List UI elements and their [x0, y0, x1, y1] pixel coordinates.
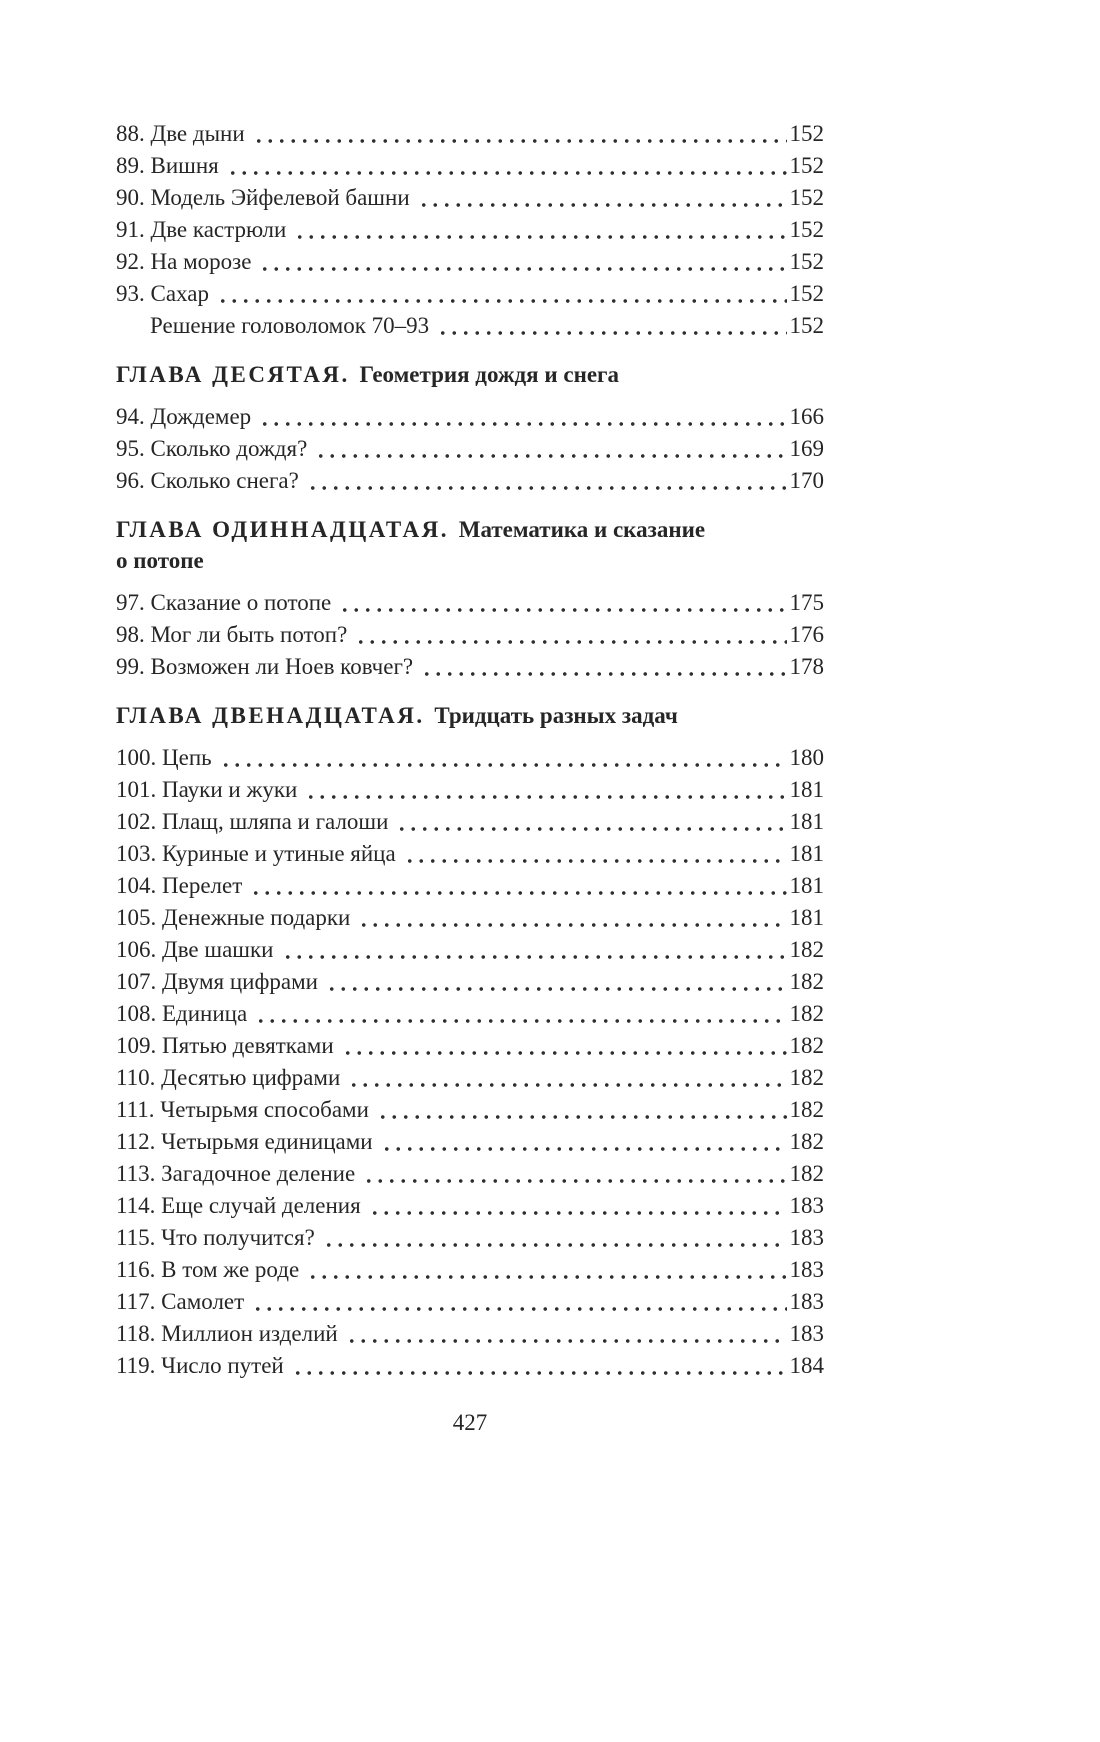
dot-leader	[355, 619, 786, 651]
entry-title: 104. Перелет	[116, 873, 243, 898]
entry-title: 114. Еще случай деления	[116, 1193, 361, 1218]
dot-leader	[292, 1350, 787, 1382]
toc-entry	[116, 1318, 824, 1350]
toc-entries	[116, 742, 824, 1382]
entry-page: 182	[789, 1033, 824, 1058]
entry-title: Решение головоломок 70–93	[150, 313, 430, 338]
entry-title: 106. Две шашки	[116, 937, 274, 962]
entry-page: 182	[789, 1097, 824, 1122]
toc-entries	[116, 401, 824, 497]
entry-title: 103. Куриные и утиные яйца	[116, 841, 396, 866]
toc-section	[116, 118, 824, 342]
entry-title: 102. Плащ, шляпа и галоши	[116, 809, 389, 834]
entry-page: 181	[789, 809, 824, 834]
entry-title: 96. Сколько снега?	[116, 468, 299, 493]
dot-leader	[369, 1190, 787, 1222]
entry-title: 118. Миллион изделий	[116, 1321, 338, 1346]
toc-entry	[116, 966, 824, 998]
chapter-heading	[116, 514, 736, 576]
chapter-heading	[116, 700, 736, 731]
dot-leader	[307, 1254, 786, 1286]
entry-page: 183	[789, 1257, 824, 1282]
entry-page: 152	[789, 281, 824, 306]
toc-entry	[116, 214, 824, 246]
dot-leader	[342, 1030, 787, 1062]
entry-page: 170	[789, 468, 824, 493]
entry-title: 98. Мог ли быть потоп?	[116, 622, 348, 647]
toc-section	[116, 514, 824, 683]
entry-page: 175	[789, 590, 824, 615]
chapter-title: Тридцать разных задач	[428, 703, 678, 728]
entry-page: 152	[789, 217, 824, 242]
entry-title: 111. Четырьмя способами	[116, 1097, 369, 1122]
toc-entry	[116, 278, 824, 310]
dot-leader	[404, 838, 787, 870]
entry-title: 99. Возможен ли Ноев ковчег?	[116, 654, 414, 679]
dot-leader	[294, 214, 786, 246]
entry-page: 181	[789, 873, 824, 898]
toc-entry	[116, 838, 824, 870]
entry-title: 93. Сахар	[116, 281, 209, 306]
toc-entry	[116, 934, 824, 966]
entry-title: 94. Дождемер	[116, 404, 252, 429]
dot-leader	[363, 1158, 786, 1190]
page-number: 427	[452, 1410, 488, 1435]
toc-entry	[116, 870, 824, 902]
toc-entry	[116, 1094, 824, 1126]
dot-leader	[307, 465, 787, 497]
entry-title: 107. Двумя цифрами	[116, 969, 318, 994]
dot-leader	[252, 1286, 786, 1318]
entry-title: 90. Модель Эйфелевой башни	[116, 185, 410, 210]
toc-entry	[116, 465, 824, 497]
entry-page: 182	[789, 937, 824, 962]
dot-leader	[250, 870, 786, 902]
entry-page: 169	[789, 436, 824, 461]
entry-page: 183	[789, 1289, 824, 1314]
entry-title: 97. Сказание о потопе	[116, 590, 332, 615]
entry-title: 117. Самолет	[116, 1289, 245, 1314]
entry-page: 182	[789, 1001, 824, 1026]
toc-section	[116, 359, 824, 497]
chapter-label: ГЛАВА ДЕСЯТАЯ.	[116, 362, 350, 387]
toc-entry	[116, 742, 824, 774]
entry-title: 115. Что получится?	[116, 1225, 315, 1250]
chapter-title: Математика и сказание о потопе	[116, 517, 706, 573]
chapter-label: ГЛАВА ДВЕНАДЦАТАЯ.	[116, 703, 425, 728]
toc	[116, 118, 824, 1382]
entry-page: 184	[789, 1353, 824, 1378]
entry-title: 91. Две кастрюли	[116, 217, 287, 242]
toc-entry	[116, 1158, 824, 1190]
dot-leader	[418, 182, 787, 214]
entry-page: 183	[789, 1193, 824, 1218]
entry-title: 92. На морозе	[116, 249, 252, 274]
dot-leader	[305, 774, 786, 806]
toc-entry	[116, 1222, 824, 1254]
dot-leader	[259, 246, 786, 278]
dot-leader	[396, 806, 786, 838]
entry-title: 119. Число путей	[116, 1353, 284, 1378]
dot-leader	[339, 587, 786, 619]
entry-page: 178	[789, 654, 824, 679]
entry-title: 116. В том же роде	[116, 1257, 300, 1282]
dot-leader	[315, 433, 786, 465]
dot-leader	[253, 118, 787, 150]
dot-leader	[323, 1222, 787, 1254]
entry-page: 182	[789, 1065, 824, 1090]
entry-page: 183	[789, 1225, 824, 1250]
chapter-title: Геометрия дождя и снега	[353, 362, 619, 387]
toc-section	[116, 700, 824, 1382]
toc-entry	[116, 246, 824, 278]
entry-title: 95. Сколько дождя?	[116, 436, 308, 461]
entry-page: 182	[789, 1129, 824, 1154]
toc-entries	[116, 118, 824, 342]
dot-leader	[377, 1094, 787, 1126]
entry-page: 176	[789, 622, 824, 647]
entry-page: 181	[789, 777, 824, 802]
toc-entry	[116, 587, 824, 619]
dot-leader	[227, 150, 787, 182]
dot-leader	[346, 1318, 787, 1350]
entry-title: 105. Денежные подарки	[116, 905, 351, 930]
entry-title: 113. Загадочное деление	[116, 1161, 356, 1186]
dot-leader	[217, 278, 787, 310]
toc-entry	[116, 182, 824, 214]
toc-entry	[116, 774, 824, 806]
entry-page: 181	[789, 905, 824, 930]
dot-leader	[282, 934, 787, 966]
toc-entry	[116, 1030, 824, 1062]
dot-leader	[437, 310, 786, 342]
entry-page: 152	[789, 249, 824, 274]
entry-title: 110. Десятью цифрами	[116, 1065, 341, 1090]
entry-title: 112. Четырьмя единицами	[116, 1129, 373, 1154]
toc-entry	[116, 1254, 824, 1286]
toc-entry	[116, 150, 824, 182]
chapter-label: ГЛАВА ОДИННАДЦАТАЯ.	[116, 517, 449, 542]
dot-leader	[358, 902, 786, 934]
dot-leader	[421, 651, 786, 683]
toc-entries	[116, 587, 824, 683]
toc-entry	[116, 902, 824, 934]
entry-page: 166	[789, 404, 824, 429]
entry-page: 183	[789, 1321, 824, 1346]
entry-page: 182	[789, 1161, 824, 1186]
dot-leader	[381, 1126, 787, 1158]
entry-page: 181	[789, 841, 824, 866]
toc-entry	[116, 401, 824, 433]
entry-title: 100. Цепь	[116, 745, 212, 770]
dot-leader	[259, 401, 786, 433]
toc-entry	[116, 433, 824, 465]
toc-entry	[116, 806, 824, 838]
dot-leader	[255, 998, 786, 1030]
entry-title: 89. Вишня	[116, 153, 219, 178]
toc-entry	[116, 1286, 824, 1318]
chapter-heading	[116, 359, 736, 390]
entry-title: 101. Пауки и жуки	[116, 777, 298, 802]
dot-leader	[220, 742, 787, 774]
toc-entry	[116, 1062, 824, 1094]
toc-entry	[116, 118, 824, 150]
entry-page: 152	[789, 153, 824, 178]
entry-title: 109. Пятью девятками	[116, 1033, 334, 1058]
toc-entry	[116, 998, 824, 1030]
dot-leader	[348, 1062, 786, 1094]
entry-page: 182	[789, 969, 824, 994]
entry-page: 152	[789, 185, 824, 210]
toc-entry	[116, 310, 824, 342]
toc-entry	[116, 1350, 824, 1382]
dot-leader	[326, 966, 787, 998]
entry-title: 88. Две дыни	[116, 121, 245, 146]
toc-entry	[116, 651, 824, 683]
entry-title: 108. Единица	[116, 1001, 248, 1026]
toc-entry	[116, 1126, 824, 1158]
entry-page: 152	[789, 121, 824, 146]
entry-page: 152	[789, 313, 824, 338]
toc-entry	[116, 1190, 824, 1222]
toc-entry	[116, 619, 824, 651]
entry-page: 180	[789, 745, 824, 770]
